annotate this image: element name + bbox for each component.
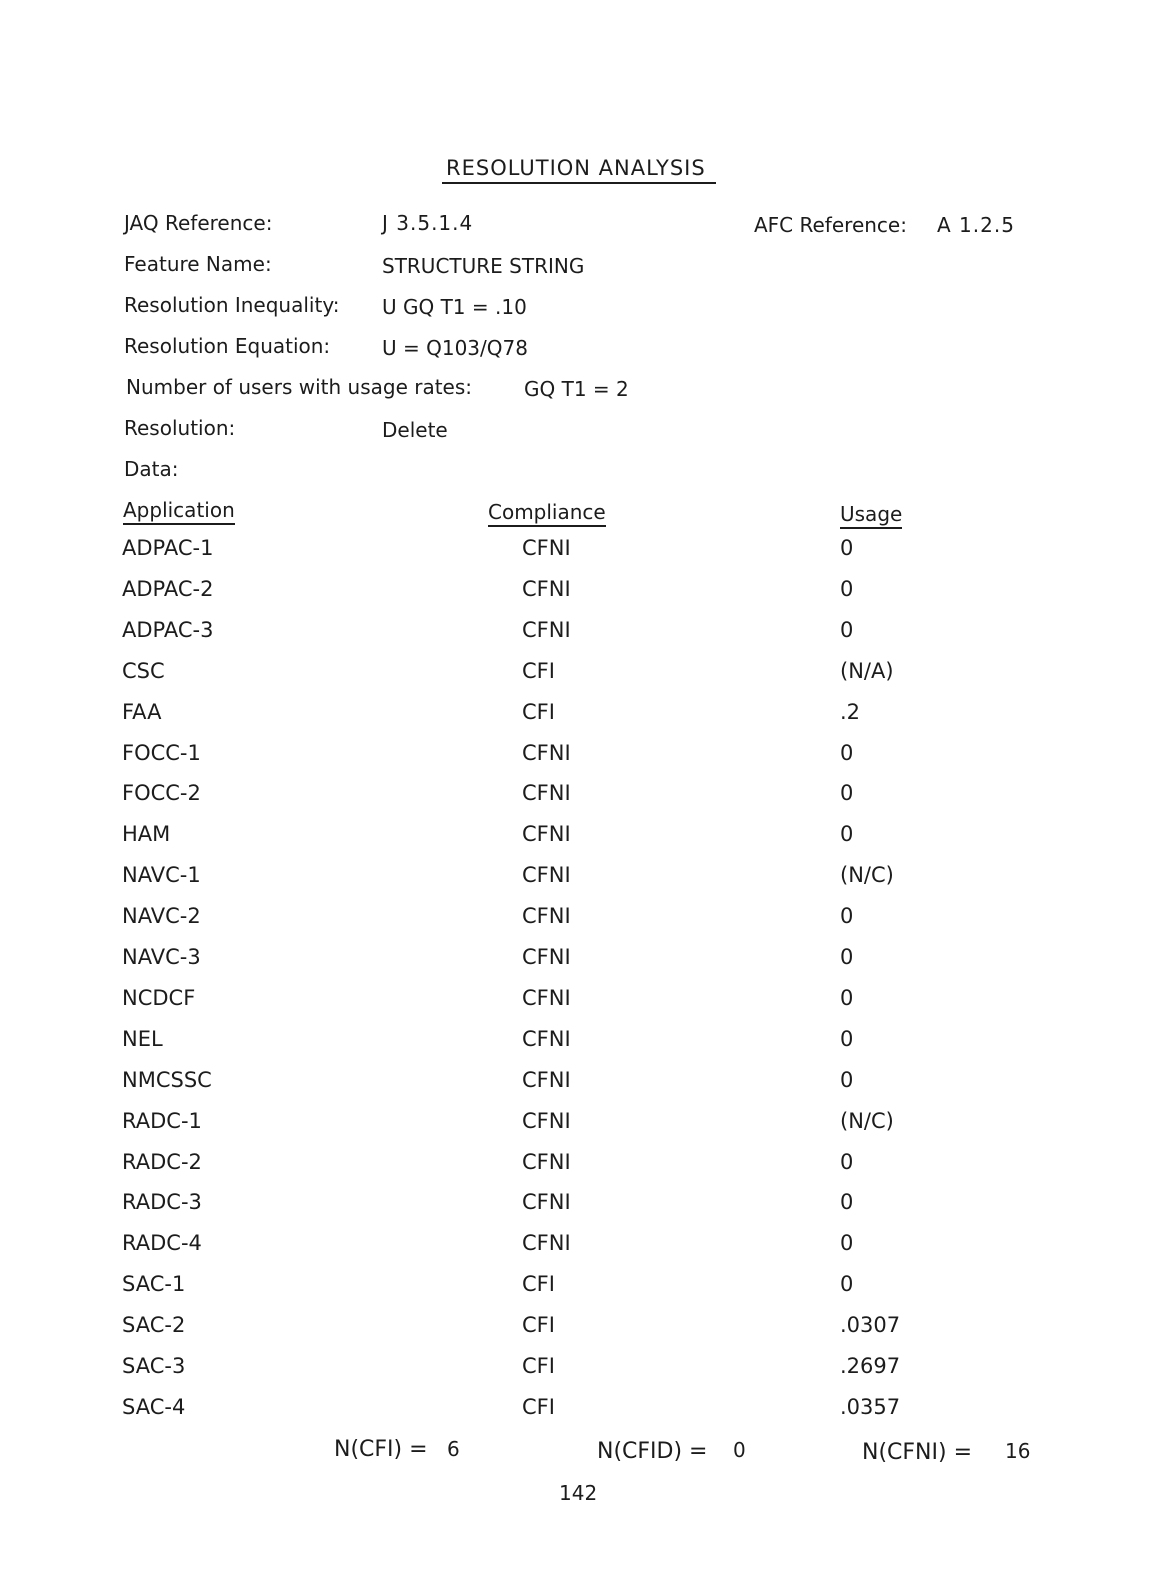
column-header-compliance: Compliance	[488, 500, 606, 527]
afc-reference-value: A 1.2.5	[937, 213, 1015, 237]
table-row	[0, 1068, 1161, 1108]
cell-usage: 0	[840, 577, 854, 601]
cell-application: FAA	[122, 700, 162, 724]
cell-application: RADC-3	[122, 1190, 202, 1214]
cell-usage: .2697	[840, 1354, 901, 1378]
page-title: RESOLUTION ANALYSIS	[442, 156, 716, 184]
cell-application: SAC-1	[122, 1272, 186, 1296]
cell-compliance: CFNI	[522, 863, 571, 887]
cell-compliance: CFNI	[522, 1068, 571, 1092]
cell-usage: 0	[840, 1231, 854, 1255]
cell-usage: 0	[840, 986, 854, 1010]
cell-application: RADC-1	[122, 1109, 202, 1133]
cell-application: NCDCF	[122, 986, 196, 1010]
cell-application: FOCC-1	[122, 741, 201, 765]
cell-compliance: CFI	[522, 1354, 555, 1378]
cell-compliance: CFNI	[522, 945, 571, 969]
cell-application: NAVC-1	[122, 863, 201, 887]
cell-usage: .0357	[840, 1395, 901, 1419]
column-header-usage: Usage	[840, 502, 902, 529]
cell-compliance: CFNI	[522, 1150, 571, 1174]
cell-compliance: CFNI	[522, 822, 571, 846]
resolution-value: Delete	[382, 418, 448, 442]
n-cfi-value: 6	[447, 1437, 460, 1461]
cell-usage: 0	[840, 822, 854, 846]
cell-application: ADPAC-3	[122, 618, 214, 642]
cell-usage: 0	[840, 1150, 854, 1174]
cell-compliance: CFNI	[522, 781, 571, 805]
afc-reference-label: AFC Reference:	[754, 213, 907, 237]
cell-compliance: CFNI	[522, 618, 571, 642]
cell-application: NAVC-2	[122, 904, 201, 928]
data-label: Data:	[124, 457, 179, 481]
table-row	[0, 1150, 1161, 1190]
table-row	[0, 945, 1161, 985]
table-row	[0, 904, 1161, 944]
cell-usage: 0	[840, 1190, 854, 1214]
cell-usage: .2	[840, 700, 861, 724]
n-cfni-value: 16	[1005, 1439, 1031, 1463]
cell-application: SAC-4	[122, 1395, 186, 1419]
table-row	[0, 577, 1161, 617]
table-row	[0, 1027, 1161, 1067]
cell-application: FOCC-2	[122, 781, 201, 805]
table-row	[0, 700, 1161, 740]
table-row	[0, 659, 1161, 699]
table-row	[0, 863, 1161, 903]
table-row	[0, 1231, 1161, 1271]
table-row	[0, 1313, 1161, 1353]
table-row	[0, 741, 1161, 781]
cell-compliance: CFNI	[522, 1231, 571, 1255]
cell-application: HAM	[122, 822, 171, 846]
cell-usage: (N/C)	[840, 863, 894, 887]
resolution-equation-value: U = Q103/Q78	[382, 336, 528, 360]
cell-application: NEL	[122, 1027, 163, 1051]
cell-usage: (N/A)	[840, 659, 894, 683]
cell-application: RADC-4	[122, 1231, 202, 1255]
cell-application: RADC-2	[122, 1150, 202, 1174]
feature-name-label: Feature Name:	[124, 252, 272, 276]
table-row	[0, 781, 1161, 821]
cell-compliance: CFI	[522, 700, 555, 724]
users-with-usage-value: GQ T1 = 2	[524, 377, 629, 401]
table-row	[0, 1354, 1161, 1394]
cell-usage: 0	[840, 904, 854, 928]
cell-usage: 0	[840, 1027, 854, 1051]
n-cfid-label: N(CFID) =	[597, 1439, 708, 1464]
n-cfni-label: N(CFNI) =	[862, 1440, 973, 1465]
jaq-reference-value: J 3.5.1.4	[382, 211, 474, 235]
cell-compliance: CFI	[522, 1313, 555, 1337]
column-header-application: Application	[123, 498, 235, 525]
resolution-inequality-label: Resolution Inequality:	[124, 293, 340, 317]
page-number: 142	[559, 1481, 598, 1505]
table-row	[0, 1272, 1161, 1312]
cell-usage: 0	[840, 781, 854, 805]
cell-compliance: CFI	[522, 1272, 555, 1296]
cell-compliance: CFNI	[522, 536, 571, 560]
cell-compliance: CFNI	[522, 1109, 571, 1133]
jaq-reference-label: JAQ Reference:	[124, 211, 273, 235]
cell-compliance: CFNI	[522, 904, 571, 928]
cell-usage: 0	[840, 1068, 854, 1092]
n-cfi-label: N(CFI) =	[334, 1437, 428, 1462]
table-row	[0, 822, 1161, 862]
table-row	[0, 1190, 1161, 1230]
table-row	[0, 1109, 1161, 1149]
cell-compliance: CFNI	[522, 741, 571, 765]
cell-compliance: CFI	[522, 1395, 555, 1419]
cell-application: SAC-3	[122, 1354, 186, 1378]
cell-application: SAC-2	[122, 1313, 186, 1337]
table-row	[0, 618, 1161, 658]
cell-usage: 0	[840, 1272, 854, 1296]
cell-application: CSC	[122, 659, 165, 683]
resolution-inequality-value: U GQ T1 = .10	[382, 295, 527, 319]
feature-name-value: STRUCTURE STRING	[382, 254, 585, 278]
cell-usage: 0	[840, 536, 854, 560]
cell-usage: .0307	[840, 1313, 901, 1337]
cell-usage: (N/C)	[840, 1109, 894, 1133]
cell-usage: 0	[840, 741, 854, 765]
resolution-label: Resolution:	[124, 416, 236, 440]
cell-usage: 0	[840, 945, 854, 969]
cell-compliance: CFI	[522, 659, 555, 683]
table-row	[0, 986, 1161, 1026]
cell-compliance: CFNI	[522, 1027, 571, 1051]
resolution-equation-label: Resolution Equation:	[124, 334, 331, 358]
cell-compliance: CFNI	[522, 986, 571, 1010]
cell-usage: 0	[840, 618, 854, 642]
cell-application: ADPAC-1	[122, 536, 214, 560]
table-row	[0, 1395, 1161, 1435]
users-with-usage-label: Number of users with usage rates:	[126, 375, 473, 399]
n-cfid-value: 0	[733, 1438, 746, 1462]
cell-application: ADPAC-2	[122, 577, 214, 601]
cell-application: NAVC-3	[122, 945, 201, 969]
cell-application: NMCSSC	[122, 1068, 212, 1092]
cell-compliance: CFNI	[522, 577, 571, 601]
cell-compliance: CFNI	[522, 1190, 571, 1214]
table-row	[0, 536, 1161, 576]
